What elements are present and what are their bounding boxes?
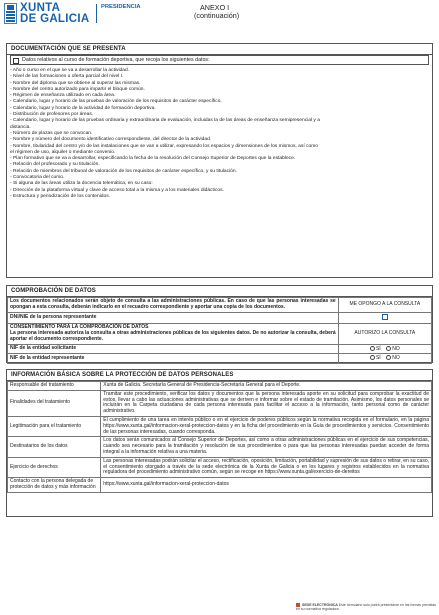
- footer-text: Este formulario solo podrá presentarse en las formas previstas en su normativa reguladora.: [296, 603, 437, 612]
- no-label: NO: [392, 345, 400, 352]
- privacy-value: https://www.xunta.gal/informacion-xeral-proteccion-datos: [101, 478, 432, 493]
- nif-applicant-options: [338, 344, 431, 354]
- list-item: distancia.: [10, 124, 31, 130]
- oppose-header: ME OPONGO A LA CONSULTA: [338, 298, 431, 313]
- list-item: - Número de plazas que se convocan.: [10, 130, 93, 136]
- privacy-value: El cumplimiento de una tarea en interés público o en el ejercicio de poderes públicos según la normativa recogida en el formulario, en la página https://www.xunta.gal/informacion-xeral-proteccion-datos y en la ficha del procedimiento en la Guía de procedimientos y servicios. Consentimiento de las personas interesadas, cuando corresponda.: [101, 416, 432, 436]
- brand-line2: DE GALICIA: [20, 13, 90, 25]
- dni-row-label: DNI/NIE de la persona representante: [8, 312, 339, 324]
- list-item: - Plan formativo que se va a desarrollar, especificando la fecha de la resolución del Consejo Superior de Deportes que la establece.: [10, 156, 296, 162]
- brand-line1: XUNTA: [20, 2, 61, 14]
- list-item: - Dirección de la plataforma virtual y clave de acceso total a la misma y a los materiales didácticos.: [10, 187, 224, 193]
- table-row: [8, 437, 432, 457]
- list-item: - Año o curso en el que se va a desarrollar la actividad.: [10, 68, 130, 73]
- oppose-checkbox[interactable]: [382, 314, 388, 320]
- privacy-label: Destinatarios de los datos: [8, 437, 101, 457]
- list-item: - Distribución de profesores por áreas.: [10, 112, 94, 118]
- table-row: [8, 478, 432, 493]
- list-item: - Calendario, lugar y horario de las pruebas de valoración de los requisitos de carácter específico.: [10, 99, 222, 105]
- header-divider: [96, 4, 97, 23]
- yes-radio[interactable]: [370, 355, 375, 360]
- list-item: - Estructura y periodización de los contenidos.: [10, 193, 111, 199]
- verification-section: [6, 285, 433, 363]
- xunta-logo: [4, 3, 94, 25]
- privacy-value: Xunta de Galicia. Secretaría General de Presidencia-Secretaría General para el Deporte.: [101, 382, 432, 391]
- privacy-label: Contacto con la persona delegada de protección de datos y más información: [8, 478, 101, 493]
- no-radio[interactable]: [386, 355, 391, 360]
- list-item: - Nombre del diploma que se obtiene al superar las mismas.: [10, 80, 141, 86]
- privacy-value: Los datos serán comunicados al Consejo Superior de Deportes, así como a otras administraciones públicas en el ejercicio de sus competencias, cuando sea necesario para la tramitación y resolución de sus procedimientos o para que las personas interesadas puedan acceder de forma integral a la información relativa a una materia.: [101, 437, 432, 457]
- table-row: [8, 416, 432, 436]
- privacy-label: Legitimación para el tratamiento: [8, 416, 101, 436]
- table-row: [8, 382, 432, 391]
- table-row: [8, 457, 432, 477]
- authorize-header: AUTORIZO LA CONSULTA: [338, 324, 431, 344]
- verification-title: COMPROBACIÓN DE DATOS: [7, 286, 432, 297]
- annex-title: ANEXO I: [200, 3, 230, 12]
- footer-note: [296, 603, 439, 611]
- nif-rep-options: [338, 354, 431, 364]
- sede-label[interactable]: SEDE ELECTRÓNICA: [302, 603, 338, 607]
- documentation-subhead-text: Datos relativos al curso de formación deportiva, que recoja los siguientes datos:: [22, 57, 210, 63]
- list-item: - Convocatoria del curso.: [10, 175, 65, 181]
- privacy-label: Responsable del tratamiento: [8, 382, 101, 391]
- list-item: el régimen de uso, alquiler o mediante convenio.: [10, 149, 116, 155]
- privacy-title: INFORMACIÓN BÁSICA SOBRE LA PROTECCIÓN DE DATOS PERSONALES: [7, 370, 432, 381]
- page-header: [0, 0, 439, 36]
- consent-cell: [8, 324, 339, 344]
- crest-icon: [4, 3, 17, 24]
- privacy-section: [6, 369, 433, 517]
- documentation-section: [6, 43, 433, 278]
- privacy-table: [7, 381, 432, 493]
- privacy-value: Tramitar este procedimiento, verificar los datos y documentos que la persona interesada aporte en su solicitud para comprobar la exactitud de estos, llevar a cabo las actuaciones administrativas que se deriven e informar sobre el estado de tramitación. Asimismo, los datos personales se incluirán en la Carpeta ciudadana de cada persona interesada para facilitar el acceso a la información, tanto personal como de carácter administrativo.: [101, 390, 432, 416]
- no-radio[interactable]: [386, 346, 391, 351]
- list-item: - Nombre y número del documento identificativo correspondiente, del director de la actividad.: [10, 137, 212, 143]
- list-item: - Nivel de las formaciones u oferta parcial del nivel I.: [10, 74, 124, 80]
- documentation-checkbox[interactable]: [13, 58, 19, 64]
- documentation-list: [10, 68, 429, 200]
- yes-label: SÍ: [375, 355, 381, 362]
- no-label: NO: [392, 355, 400, 362]
- list-item: - Calendario, lugar y horario de la actividad de formación deportiva.: [10, 105, 156, 111]
- list-item: - Relación de miembros del tribunal de valoración de los requisitos de carácter específico, y su titulación.: [10, 168, 237, 174]
- dni-oppose-cell: [338, 312, 431, 324]
- list-item: - Si alguna de las áreas utiliza la docencia telemática, en su caso:: [10, 181, 153, 187]
- yes-label: SÍ: [375, 345, 381, 352]
- privacy-value: Las personas interesadas podrán solicitar el acceso, rectificación, oposición, limitación, portabilidad y supresión de sus datos o retirar, en su caso, el consentimiento otorgado a través de la sede electrónica de la Xunta de Galicia o en los lugares y registros establecidos en la normativa reguladora del procedimiento administrativo común, según se recoge en https://www.xunta.gal/exercicio-de-dereitos: [101, 457, 432, 477]
- privacy-label: Finalidades del tratamiento: [8, 390, 101, 416]
- documentation-subhead: [10, 55, 429, 65]
- nif-rep-label: NIF de la entidad representante: [8, 354, 339, 364]
- consent-text: La persona interesada autoriza la consulta a otras administraciones públicas de los siguientes datos. De no autorizar la consulta, deberá aportar el documento correspondiente.: [10, 330, 336, 342]
- list-item: - Nombre del centro autorizado para impartir el bloque común.: [10, 86, 145, 92]
- consent-title: CONSENTIMIENTO PARA LA COMPROBACIÓN DE DATOS: [10, 324, 149, 331]
- verification-intro: Los documentos relacionados serán objeto de consulta a las administraciones públicas. En caso de que las personas interesadas se opongan a esta consulta, deberán indicarlo en el recuadro correspondiente y aportar una copia de los documentos.: [8, 298, 339, 313]
- nif-applicant-label: NIF de la entidad solicitante: [8, 344, 339, 354]
- list-item: - Nombre, titularidad del centro y/o de las instalaciones que se van a utilizar, expresando los espacios y dimensiones de los mismos, así como: [10, 143, 318, 149]
- list-item: - Régimen de enseñanza utilizado en cada área.: [10, 93, 116, 99]
- privacy-label: Ejercicio de derechos: [8, 457, 101, 477]
- documentation-title: DOCUMENTACIÓN QUE SE PRESENTA: [7, 44, 432, 55]
- department-label: PRESIDENCIA: [101, 4, 141, 10]
- list-item: - Calendario, lugar y horario de las pruebas ordinaria y extraordinaria de evaluación, incluidas la de las áreas de enseñanza semipresencial y a: [10, 118, 320, 124]
- verification-table: [7, 297, 432, 364]
- annex-subtitle: (continuación): [194, 11, 240, 20]
- table-row: [8, 390, 432, 416]
- yes-radio[interactable]: [370, 346, 375, 351]
- list-item: - Relación del profesorado y su titulación.: [10, 162, 100, 168]
